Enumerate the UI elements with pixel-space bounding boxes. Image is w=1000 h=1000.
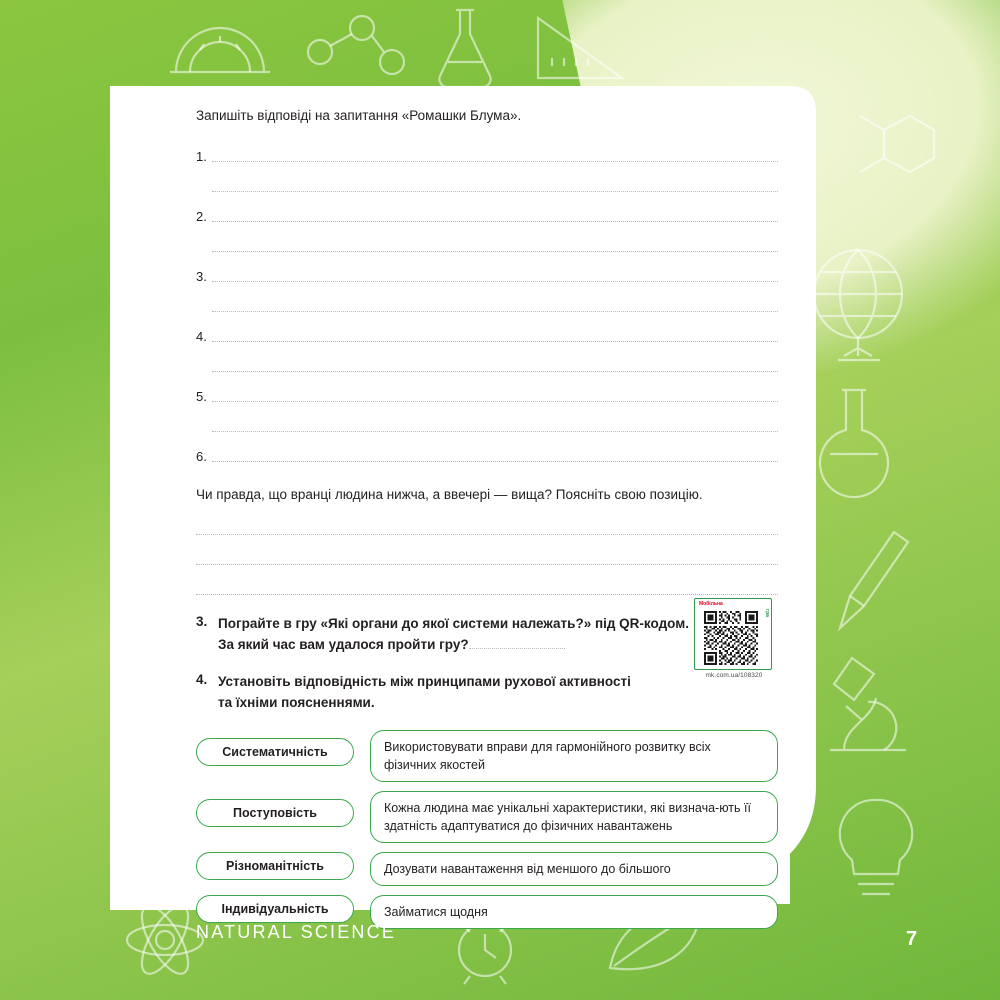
open-question-text: Чи правда, що вранці людина нижча, а ввечері — вища? Поясніть свою позицію. bbox=[196, 487, 703, 502]
answer-line-number: 3. bbox=[196, 269, 207, 284]
dotted-rule[interactable] bbox=[212, 460, 778, 462]
answer-line[interactable] bbox=[196, 405, 778, 435]
answer-line[interactable] bbox=[196, 285, 778, 315]
task-4 bbox=[196, 672, 778, 714]
dotted-rule[interactable] bbox=[212, 430, 778, 432]
answer-line[interactable] bbox=[196, 135, 778, 165]
answer-line-number: 1. bbox=[196, 149, 207, 164]
open-question-lines bbox=[196, 508, 778, 598]
task-number: 3. bbox=[196, 614, 208, 629]
dotted-rule[interactable] bbox=[212, 310, 778, 312]
answer-line-number: 4. bbox=[196, 329, 207, 344]
dotted-rule[interactable] bbox=[212, 250, 778, 252]
matching-exercise bbox=[196, 730, 778, 930]
qr-badge-label: Мобільна bbox=[699, 601, 723, 607]
task-number: 4. bbox=[196, 671, 208, 687]
match-term[interactable]: Систематичність bbox=[196, 738, 354, 766]
answer-line[interactable] bbox=[196, 165, 778, 195]
answer-line[interactable] bbox=[196, 315, 778, 345]
molecule-icon bbox=[300, 6, 410, 86]
task-line-2: За який час вам удалося пройти гру? bbox=[218, 636, 469, 652]
protractor-icon bbox=[160, 14, 280, 84]
answer-line[interactable] bbox=[196, 255, 778, 285]
match-term[interactable]: Індивідуальність bbox=[196, 895, 354, 923]
qr-code-icon[interactable] bbox=[704, 611, 758, 665]
match-term[interactable]: Поступовість bbox=[196, 799, 354, 827]
qr-code-frame[interactable] bbox=[694, 598, 772, 670]
answer-line-number: 5. bbox=[196, 389, 207, 404]
answer-line[interactable] bbox=[196, 195, 778, 225]
qr-code-block[interactable] bbox=[694, 598, 774, 679]
answer-line-number: 2. bbox=[196, 209, 207, 224]
qr-url-label: mk.com.ua/108320 bbox=[705, 672, 763, 679]
answer-line[interactable] bbox=[196, 225, 778, 255]
matching-row bbox=[196, 791, 778, 843]
task-line-1: Установіть відповідність між принципами рухової активності bbox=[218, 673, 631, 689]
answer-line[interactable] bbox=[196, 345, 778, 375]
dotted-rule[interactable] bbox=[196, 563, 778, 565]
matching-row bbox=[196, 852, 778, 886]
task-line-1: Пограйте в гру «Які органи до якої системи належать?» під QR-кодом. bbox=[218, 616, 689, 631]
answer-line[interactable] bbox=[196, 375, 778, 405]
answer-line[interactable] bbox=[196, 538, 778, 568]
footer-subject-title: NATURAL SCIENCE bbox=[196, 922, 397, 942]
dotted-rule[interactable] bbox=[212, 400, 778, 402]
flask-icon bbox=[420, 4, 510, 90]
intro-text: Запишіть відповіді на запитання «Ромашки Блума». bbox=[196, 108, 522, 123]
dotted-rule[interactable] bbox=[212, 340, 778, 342]
match-definition[interactable]: Займатися щодня bbox=[370, 895, 778, 929]
answer-line[interactable] bbox=[196, 435, 778, 465]
content-column bbox=[196, 108, 778, 938]
page-number: 7 bbox=[906, 928, 918, 950]
inline-dotted-rule[interactable] bbox=[469, 637, 565, 649]
match-definition[interactable]: Кожна людина має унікальні характеристики, які визнача-ють її здатність адаптуватися до фізичних навантажень bbox=[370, 791, 778, 843]
dotted-rule[interactable] bbox=[196, 593, 778, 595]
dotted-rule[interactable] bbox=[212, 280, 778, 282]
dotted-rule[interactable] bbox=[212, 190, 778, 192]
task-line-2: та їхніми поясненнями. bbox=[218, 694, 375, 710]
task-3 bbox=[196, 614, 778, 656]
match-term[interactable]: Різноманітність bbox=[196, 852, 354, 880]
match-definition[interactable]: Використовувати вправи для гармонійного розвитку всіх фізичних якостей bbox=[370, 730, 778, 782]
qr-side-label: гра bbox=[764, 609, 770, 617]
dotted-rule[interactable] bbox=[212, 160, 778, 162]
answer-lines bbox=[196, 135, 778, 465]
match-definition[interactable]: Дозувати навантаження від меншого до більшого bbox=[370, 852, 778, 886]
matching-row bbox=[196, 730, 778, 782]
triangle-ruler-icon bbox=[530, 10, 640, 86]
answer-line-number: 6. bbox=[196, 449, 207, 464]
dotted-rule[interactable] bbox=[212, 370, 778, 372]
dotted-rule[interactable] bbox=[212, 220, 778, 222]
answer-line[interactable] bbox=[196, 508, 778, 538]
content-sheet bbox=[110, 86, 790, 920]
dotted-rule[interactable] bbox=[196, 533, 778, 535]
answer-line[interactable] bbox=[196, 568, 778, 598]
